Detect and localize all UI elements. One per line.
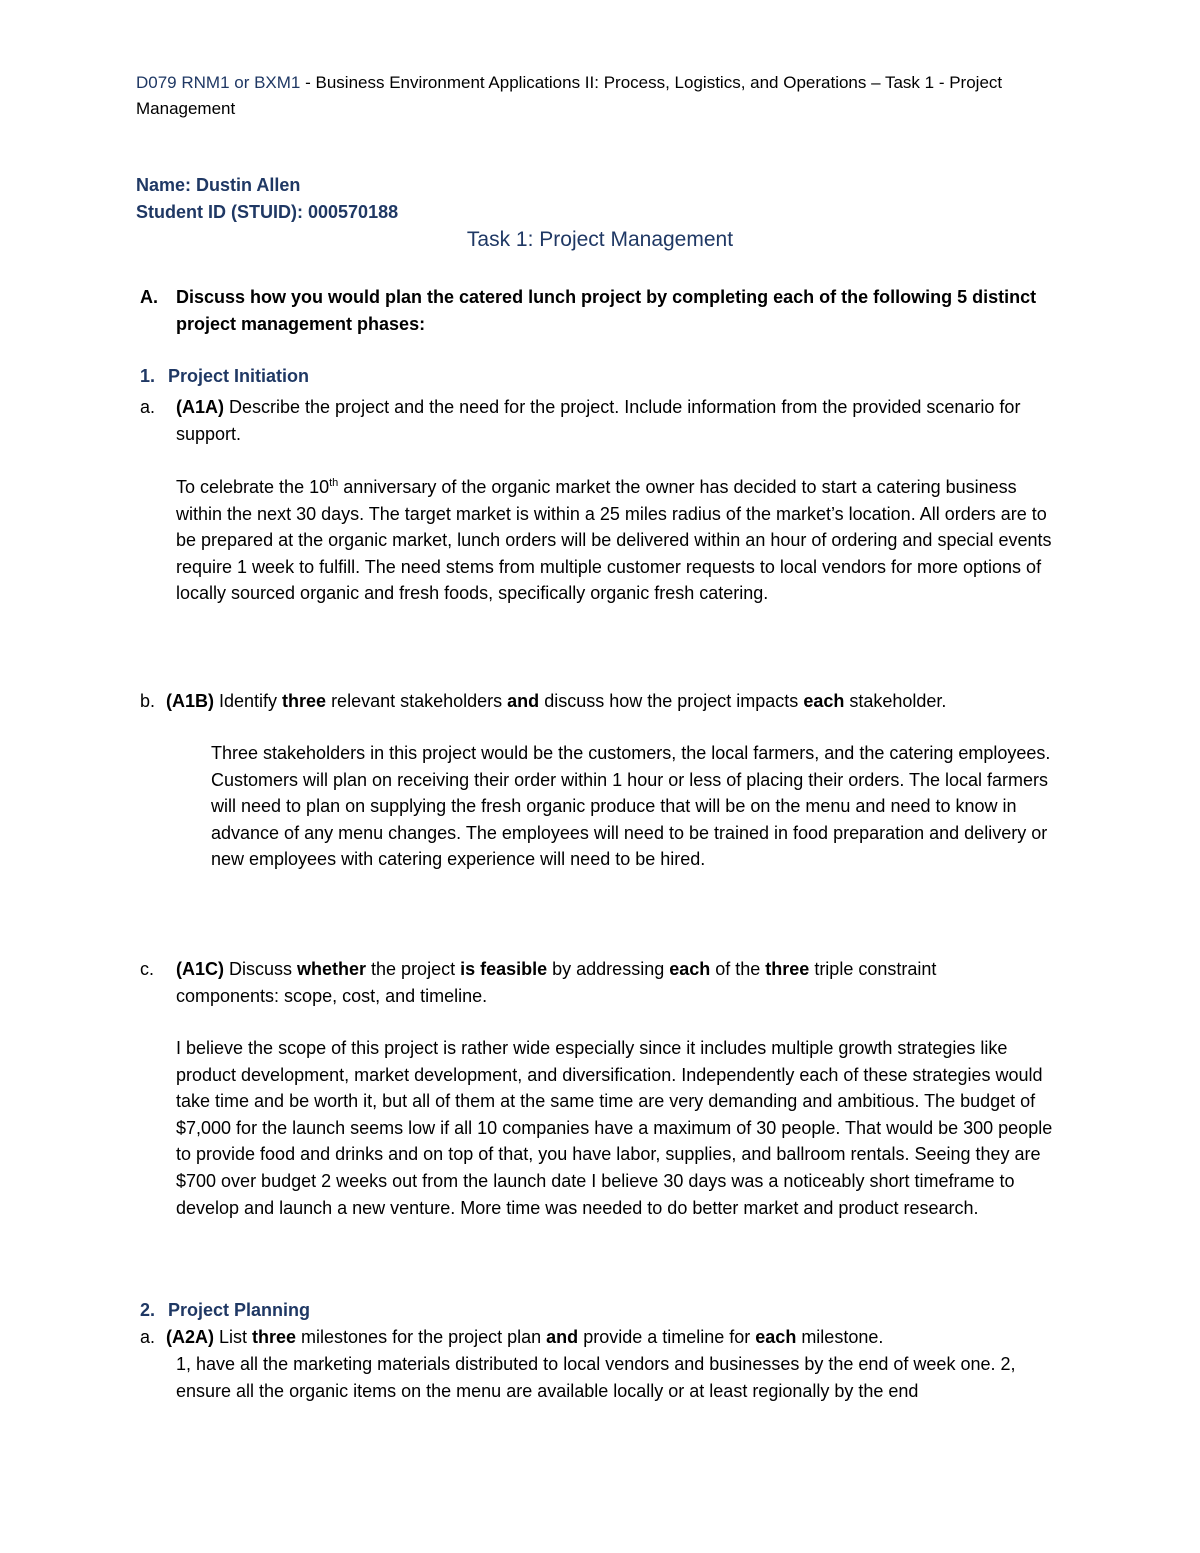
answer-a1c: I believe the scope of this project is rather wide especially since it includes multiple growth strategies like product development, market development, and diversification. Independently each of these strategies would take time and be worth it, but all of them at the same time are very demanding and ambitious. The budget of $7,000 for the launch seems low if all 10 companies have a maximum of 30 people. That would be 300 people to provide food and drinks and on top of that, you have labor, supplies, and ballroom rentals. Seeing they are $700 over budget 2 weeks out from the launch date I believe 30 days was a noticeably short timeframe to develop and launch a new venture. More time was needed to do better market and product research. <box>176 1038 1053 1218</box>
phase-2-heading <box>140 1297 310 1324</box>
answer-a1a <box>176 474 1066 607</box>
question-a1a-code: (A1A) <box>176 397 224 417</box>
student-name-line <box>136 172 398 199</box>
student-name: Dustin Allen <box>196 175 301 195</box>
question-a2a-label: a. <box>140 1327 156 1347</box>
phase-2-number: 2. <box>140 1300 156 1320</box>
phase-1-title: Project Initiation <box>168 366 310 386</box>
answer-a2a: 1, have all the marketing materials distributed to local vendors and businesses by the end of week one. 2, ensure all the organic items on the menu are available locally or at least regionally by the end <box>176 1354 1016 1401</box>
section-a <box>140 284 1040 338</box>
phase-2-title: Project Planning <box>168 1300 311 1320</box>
name-label: Name: <box>136 175 192 195</box>
question-a1a <box>140 394 1040 448</box>
question-a1c-code: (A1C) <box>176 959 224 979</box>
answer-a1b: Three stakeholders in this project would be the customers, the local farmers, and the catering employees. Customers will plan on receiving their order within 1 hour or less of placing their orders. The local farmers will need to plan on supplying the fresh organic produce that will be on the menu and need to know in advance of any menu changes. The employees will need to be trained in food preparation and delivery or new employees with catering experience will need to be hired. <box>211 743 1051 870</box>
student-id: 000570188 <box>308 202 399 222</box>
question-a1b-code: (A1B) <box>166 691 214 711</box>
question-a2a-code: (A2A) <box>166 1327 214 1347</box>
course-title: - Business Environment Applications II: Process, Logistics, and Operations – Task 1 - Project Management <box>136 73 1003 118</box>
section-a-letter: A. <box>140 287 158 307</box>
answer-a1a-part-2: anniversary of the organic market the owner has decided to start a catering business within the next 30 days. The target market is within a 25 miles radius of the market’s location. All orders are to be prepared at the organic market, lunch orders will be delivered within an hour of ordering and special events require 1 week to fulfill. The need stems from multiple customer requests to local vendors for more options of locally sourced organic and fresh foods, specifically organic fresh catering. <box>176 477 1052 604</box>
section-a-text: Discuss how you would plan the catered lunch project by completing each of the following 5 distinct project management phases: <box>176 287 1037 334</box>
answer-a1a-part-1: To celebrate the 10 <box>176 477 330 497</box>
phase-1-heading <box>140 363 309 390</box>
question-a1c: c. (A1C) Discuss whether the project is feasible by addressing each of the three triple constraint components: scope, cost, and timeline. <box>140 956 1040 1010</box>
student-info <box>136 172 398 226</box>
question-a1b: b. (A1B) Identify three relevant stakeholders and discuss how the project impacts each stakeholder. <box>140 688 1100 715</box>
phase-1-number: 1. <box>140 366 156 386</box>
document-header <box>136 70 1066 122</box>
question-a1c-label: c. <box>140 959 155 979</box>
question-a1b-label: b. <box>140 691 156 711</box>
question-a2a: a. (A2A) List three milestones for the project plan and provide a timeline for each milestone. <box>140 1324 1100 1351</box>
student-id-label: Student ID (STUID): <box>136 202 303 222</box>
question-a1a-label: a. <box>140 397 156 417</box>
student-id-line <box>136 199 398 226</box>
question-a1a-text: Describe the project and the need for the project. Include information from the provided scenario for support. <box>176 397 1021 444</box>
course-code: D079 RNM1 or BXM1 <box>136 73 301 92</box>
answer-a1a-superscript: th <box>329 477 339 489</box>
task-title: Task 1: Project Management <box>466 228 734 251</box>
